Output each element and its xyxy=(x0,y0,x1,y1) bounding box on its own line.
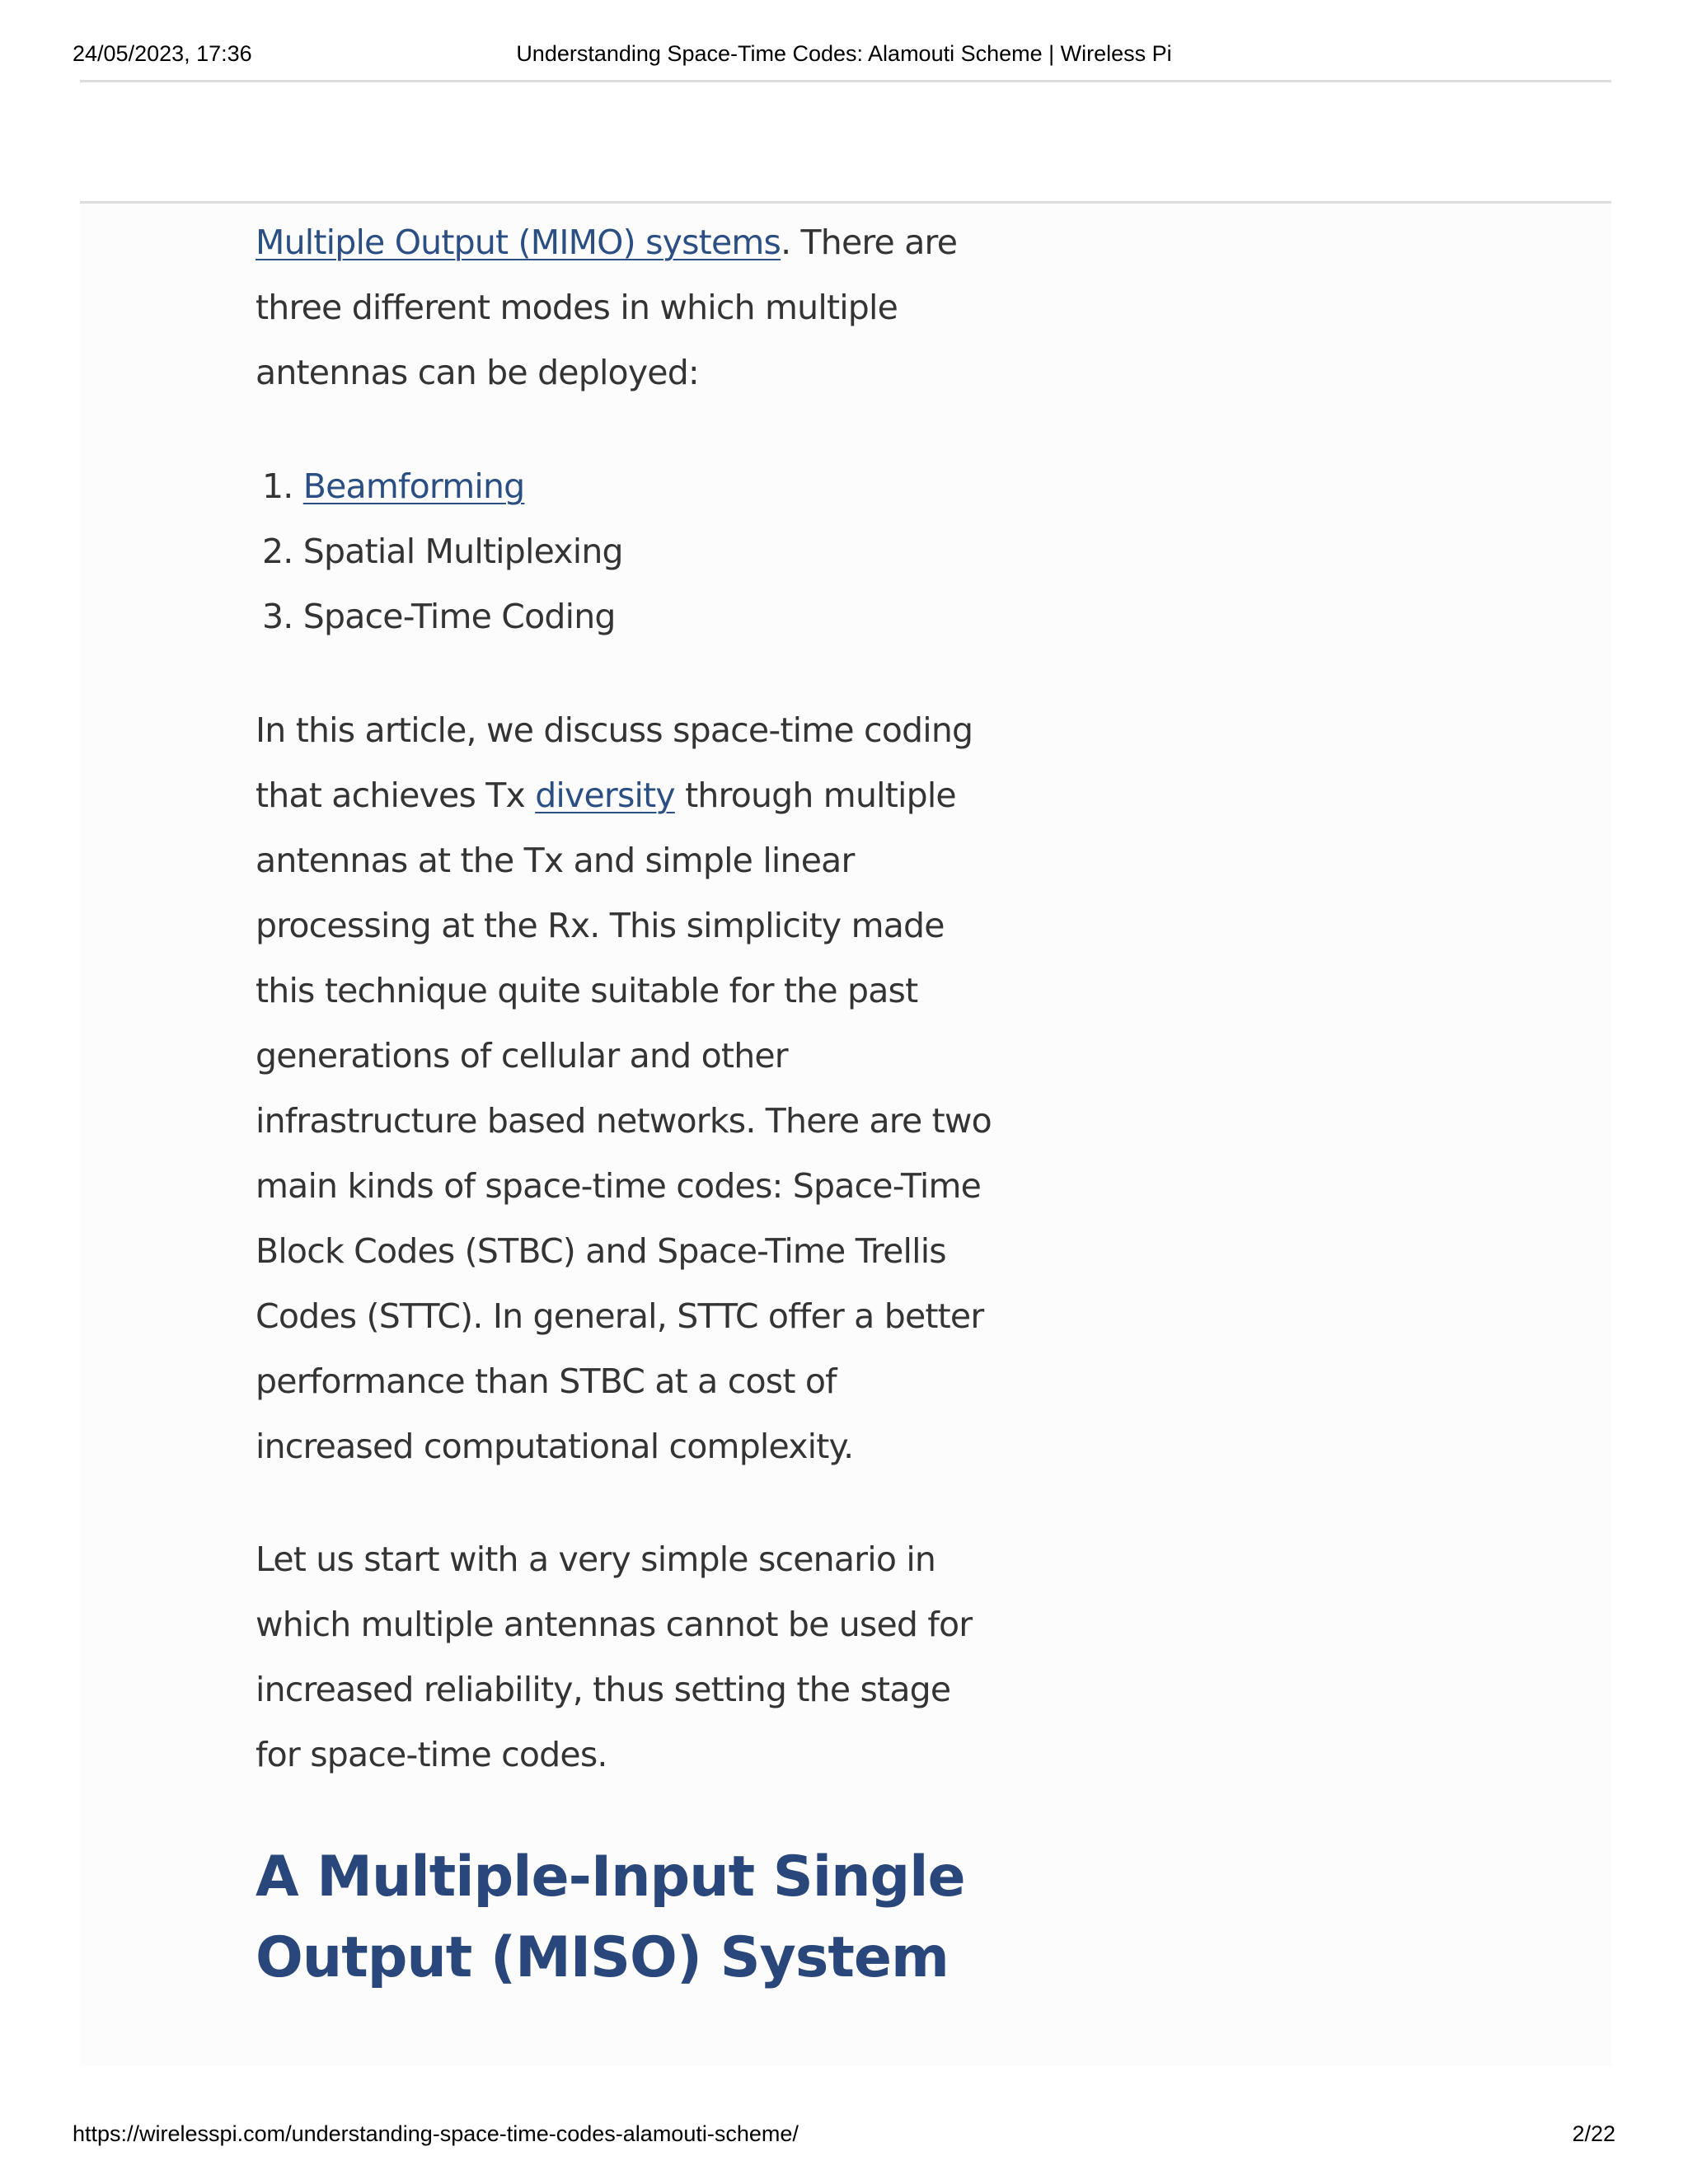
list-item-label: Space-Time Coding xyxy=(302,597,616,636)
diversity-link[interactable]: diversity xyxy=(535,776,675,815)
print-footer xyxy=(0,2110,1688,2151)
antenna-modes-list xyxy=(256,454,997,649)
paragraph-text: In this article, we discuss space-time coding that achieves Tx xyxy=(256,710,973,815)
intro-paragraph xyxy=(256,210,997,405)
content-top-divider xyxy=(80,201,1611,204)
page-number: 2/22 xyxy=(1572,2121,1615,2146)
article-body xyxy=(256,210,997,1999)
section-heading: A Multiple-Input Single Output (MISO) System xyxy=(256,1844,965,1990)
page-url: https://wirelesspi.com/understanding-space-time-codes-alamouti-scheme/ xyxy=(73,2121,799,2146)
list-item xyxy=(256,584,997,649)
intro-text: . There are three different modes in which multiple antennas can be deployed: xyxy=(256,223,958,392)
list-item xyxy=(256,519,997,584)
space-time-coding-paragraph xyxy=(256,698,997,1479)
list-item-number: 1. xyxy=(262,466,293,506)
list-item xyxy=(256,454,997,519)
scenario-paragraph: Let us start with a very simple scenario in which multiple antennas cannot be used for increased reliability, thus setting the stage for space-time codes. xyxy=(256,1540,973,1774)
list-item-label: Spatial Multiplexing xyxy=(302,532,623,571)
list-item-number: 3. xyxy=(262,597,293,636)
print-datetime: 24/05/2023, 17:36 xyxy=(73,41,252,66)
paragraph-text: through multiple antennas at the Tx and simple linear processing at the Rx. This simplicity made this technique quite suitable for the past generations of cellular and other infrastructure based networks. There are two main kinds of space-time codes: Space-Time Block Codes (STBC) and Space-Time Trellis Codes (STTC). In general, STTC offer a better performance than STBC at a cost of increased computational complexity. xyxy=(256,776,992,1466)
list-item-number: 2. xyxy=(262,532,293,571)
print-header xyxy=(0,0,1688,82)
mimo-systems-link[interactable]: Multiple Output (MIMO) systems xyxy=(256,223,781,262)
beamforming-link[interactable]: Beamforming xyxy=(302,466,525,506)
print-page-title: Understanding Space-Time Codes: Alamouti Scheme | Wireless Pi xyxy=(516,41,1172,66)
header-divider xyxy=(80,80,1611,82)
